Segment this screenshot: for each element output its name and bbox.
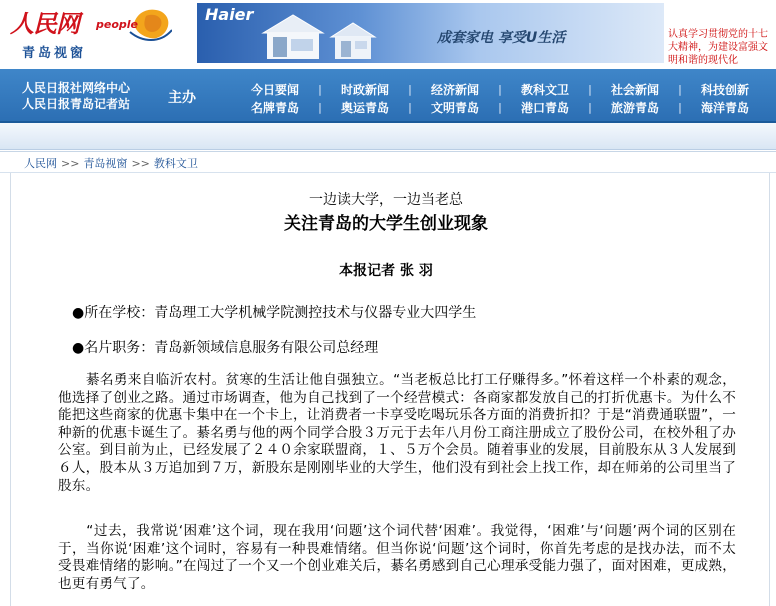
breadcrumb-separator: >> <box>131 157 150 170</box>
nav-link-society[interactable]: 社会新闻 <box>610 82 659 97</box>
nav-link-tech[interactable]: 科技创新 <box>700 82 749 97</box>
sponsor-info <box>22 80 130 112</box>
decorative-band <box>0 123 776 150</box>
article-body <box>22 176 750 606</box>
logo-people-text: people <box>96 18 138 31</box>
top-banner <box>0 0 776 66</box>
nav-link-today[interactable]: 今日要闻 <box>250 82 299 97</box>
nav-separator: | <box>498 82 502 96</box>
article-paragraph-2: “过去，我常说‘困难’这个词，现在我用‘问题’这个词代替‘困难’。我觉得，‘困难’与‘问题’两个词的区别在于，当你说‘困难’这个词时，容易有一种畏难情绪。但当你说‘问题’这个词时，你首先考虑的是找办法，而不太受畏难情绪的影响。”在闯过了一个又一个创业难关后，綦名勇感到自己心理承受能力强了，面对困难，更成熟，也更有勇气了。 <box>58 523 736 592</box>
breadcrumb-channel[interactable]: 青岛视窗 <box>83 157 128 170</box>
article-bullet-school: ●所在学校：青岛理工大学机械学院测控技术与仪器专业大四学生 <box>72 305 477 321</box>
nav-link-politics[interactable]: 时政新闻 <box>340 82 389 97</box>
ad-slogan: 成套家电 享受U生活 <box>437 30 566 46</box>
scrolling-notice[interactable]: 认真学习贯彻党的十七大精神，为建设富强文明和谐的现代化 <box>668 29 768 66</box>
channel-name: 青岛视窗 <box>22 46 87 61</box>
article-paragraph-1: 綦名勇来自临沂农村。贫寒的生活让他自强独立。“当老板总比打工仔赚得多。”怀着这样一个朴素的观念，他选择了创业之路。通过市场调查，他为自己找到了一个经营模式：各商家都发放自己的打折优惠卡。为什么不能把这些商家的优惠卡集中在一个卡上，让消费者一卡享受吃喝玩乐各方面的消费折扣？于是“消费通联盟”，一种新的优惠卡诞生了。綦名勇与他的两个同学合股３万元于去年八月份工商注册成立了股份公司，在校外租了办公室。到目前为止，已经发展了２４０余家联盟商，１、５万个会员。随着事业的发展，目前股东从３人发展到６人，股本从３万追加到７万，新股东是刚刚毕业的大学生，他们没有到社会上找工作，却在师弟的公司里当了股东。 <box>58 372 736 494</box>
nav-grid <box>232 80 772 116</box>
breadcrumb <box>0 151 776 173</box>
main-nav-bar <box>0 69 776 123</box>
nav-link-economy[interactable]: 经济新闻 <box>430 82 479 97</box>
article-headline: 关注青岛的大学生创业现象 <box>284 214 488 234</box>
appliance-house-icon <box>253 11 403 59</box>
ad-brand: Haier <box>205 5 254 24</box>
site-logo[interactable] <box>0 0 196 66</box>
sponsor-tag: 主办 <box>168 90 196 106</box>
breadcrumb-separator: >> <box>61 157 80 170</box>
nav-separator: | <box>408 82 412 96</box>
nav-link-brands[interactable]: 名牌青岛 <box>250 100 299 115</box>
nav-separator: | <box>318 100 322 114</box>
nav-separator: | <box>408 100 412 114</box>
nav-link-olympics[interactable]: 奥运青岛 <box>340 100 389 115</box>
article-kicker: 一边读大学，一边当老总 <box>309 192 463 208</box>
breadcrumb-section[interactable]: 教科文卫 <box>153 157 198 170</box>
nav-link-education[interactable]: 教科文卫 <box>520 82 569 97</box>
article-byline: 本报记者 张 羽 <box>339 263 433 279</box>
nav-link-ocean[interactable]: 海洋青岛 <box>700 100 749 115</box>
nav-separator: | <box>318 82 322 96</box>
sponsor-line-1: 人民日报社网络中心 <box>22 81 131 95</box>
haier-ad-banner[interactable] <box>197 3 664 63</box>
breadcrumb-home[interactable]: 人民网 <box>24 157 57 170</box>
nav-separator: | <box>678 82 682 96</box>
nav-separator: | <box>588 82 592 96</box>
nav-row-1 <box>232 80 772 98</box>
nav-link-port[interactable]: 港口青岛 <box>520 100 569 115</box>
nav-row-2 <box>232 98 772 116</box>
nav-link-civilized[interactable]: 文明青岛 <box>430 100 479 115</box>
nav-separator: | <box>678 100 682 114</box>
nav-link-tourism[interactable]: 旅游青岛 <box>610 100 659 115</box>
article-bullet-title: ●名片职务：青岛新领域信息服务有限公司总经理 <box>72 340 379 356</box>
sponsor-line-2: 人民日报青岛记者站 <box>22 97 131 111</box>
nav-separator: | <box>588 100 592 114</box>
logo-wordmark: 人民网 <box>10 9 79 38</box>
breadcrumb-inner <box>24 155 198 171</box>
nav-separator: | <box>498 100 502 114</box>
